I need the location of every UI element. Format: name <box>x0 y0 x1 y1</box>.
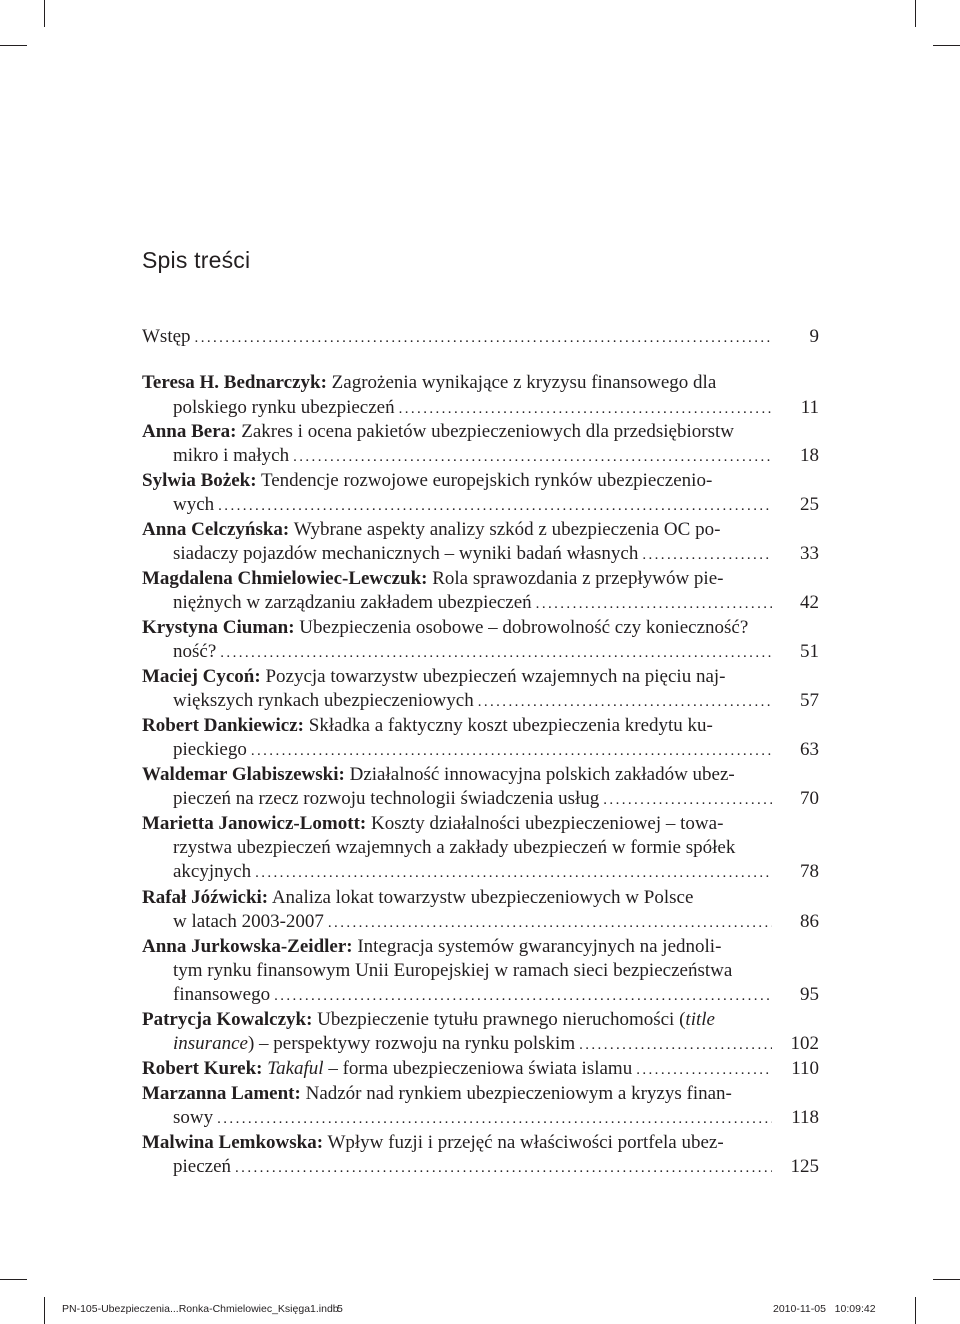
toc-entry-cont <box>173 787 772 811</box>
author-name: Rafał Jóźwicki: <box>142 887 269 908</box>
toc-title: polskiego rynku ubezpieczeń <box>173 397 395 418</box>
toc-entry[interactable] <box>142 714 772 738</box>
toc-title: Ubezpieczenie tytułu prawnego nieruchomości (title <box>317 1009 715 1030</box>
toc-entry[interactable] <box>142 763 772 787</box>
toc-title: Koszty działalności ubezpieczeniowej – towa- <box>370 813 724 834</box>
toc-entry-cont <box>173 860 772 884</box>
toc-title: Wpływ fuzji i przejęć na właściwości portfela ubez- <box>327 1132 724 1153</box>
toc-entry-cont <box>173 689 772 713</box>
toc-title: Wybrane aspekty analizy szkód z ubezpieczenia OC po- <box>293 519 721 540</box>
toc-entry-cont <box>173 836 772 860</box>
crop-mark <box>915 0 916 27</box>
page-number: 51 <box>800 641 819 662</box>
page-number: 42 <box>800 592 819 613</box>
toc-entry-cont <box>173 396 772 420</box>
crop-mark <box>933 1279 960 1280</box>
toc-title: Nadzór nad rynkiem ubezpieczeniowym a kryzys finan- <box>305 1083 732 1104</box>
toc-entry-cont <box>173 738 772 762</box>
toc-title: Składka a faktyczny koszt ubezpieczenia kredytu ku- <box>308 715 713 736</box>
toc-title: większych rynkach ubezpieczeniowych <box>173 690 474 711</box>
toc-entry[interactable] <box>142 1008 772 1032</box>
toc-title: pieczeń na rzecz rozwoju technologii świadczenia usług <box>173 788 600 809</box>
author-name: Teresa H. Bednarczyk: <box>142 372 327 393</box>
toc-title: pieczeń <box>173 1156 232 1177</box>
dot-leader <box>536 592 772 615</box>
author-name: Marzanna Lament: <box>142 1083 301 1104</box>
toc-entry-cont <box>173 1032 772 1056</box>
toc-entry[interactable] <box>142 371 772 395</box>
toc-entry-intro[interactable] <box>142 325 772 349</box>
author-name: Marietta Janowicz-Lomott: <box>142 813 367 834</box>
toc-title: wych <box>173 494 215 515</box>
page-title: Spis treści <box>142 247 251 273</box>
dot-leader <box>220 641 772 664</box>
crop-mark <box>0 45 27 46</box>
dot-leader <box>235 1156 772 1179</box>
crop-mark <box>0 1279 27 1280</box>
toc-title: niężnych w zarządzaniu zakładem ubezpieczeń <box>173 592 532 613</box>
toc-title: w latach 2003-2007 <box>173 911 324 932</box>
toc-entry[interactable] <box>142 665 772 689</box>
page-number: 33 <box>800 543 819 564</box>
author-name: Malwina Lemkowska: <box>142 1132 324 1153</box>
toc-title: Zakres i ocena pakietów ubezpieczeniowych dla przedsiębiorstw <box>241 421 734 442</box>
toc-entry[interactable] <box>142 1131 772 1155</box>
page-number: 9 <box>809 326 819 347</box>
page-number: 70 <box>800 788 819 809</box>
author-name: Krystyna Ciuman: <box>142 617 295 638</box>
dot-leader <box>218 494 772 517</box>
toc-entry-cont <box>173 910 772 934</box>
toc-entry[interactable] <box>142 1082 772 1106</box>
page-number: 86 <box>800 911 819 932</box>
crop-mark <box>44 0 45 27</box>
toc-entry[interactable] <box>142 420 772 444</box>
crop-mark <box>44 1297 45 1324</box>
page-number: 78 <box>800 861 819 882</box>
toc-title: Pozycja towarzystw ubezpieczeń wzajemnych na pięciu naj- <box>265 666 726 687</box>
toc-title: ność? <box>173 641 217 662</box>
toc-entry-cont <box>173 542 772 566</box>
toc-entry[interactable] <box>142 616 772 640</box>
author-name: Robert Dankiewicz: <box>142 715 304 736</box>
crop-mark <box>915 1297 916 1324</box>
toc-title: Działalność innowacyjna polskich zakładów ubez- <box>349 764 735 785</box>
page-number: 118 <box>791 1107 819 1128</box>
footer-timestamp: 2010-11-05 10:09:42 <box>773 1303 876 1315</box>
author-name: Magdalena Chmielowiec-Lewczuk: <box>142 568 428 589</box>
page-number: 102 <box>790 1033 819 1054</box>
dot-leader <box>195 326 772 349</box>
author-name: Anna Celczyńska: <box>142 519 290 540</box>
author-name: Sylwia Bożek: <box>142 470 257 491</box>
dot-leader <box>478 690 772 713</box>
page-number: 95 <box>800 984 819 1005</box>
toc-entry-cont <box>173 983 772 1007</box>
toc-title: Analiza lokat towarzystw ubezpieczeniowych w Polsce <box>271 887 694 908</box>
toc-title: pieckiego <box>173 739 247 760</box>
author-name: Robert Kurek: <box>142 1058 263 1079</box>
toc-entry-cont <box>173 493 772 517</box>
toc-entry[interactable] <box>142 812 772 836</box>
crop-mark <box>933 45 960 46</box>
dot-leader <box>217 1107 772 1130</box>
toc-entry-cont <box>173 444 772 468</box>
toc-title: Zagrożenia wynikające z kryzysu finansowego dla <box>331 372 717 393</box>
dot-leader <box>274 984 772 1007</box>
toc-entry[interactable] <box>142 469 772 493</box>
toc-entry-cont <box>173 1155 772 1179</box>
author-name: Anna Bera: <box>142 421 237 442</box>
toc-entry-cont <box>173 959 772 983</box>
toc-entry[interactable] <box>142 567 772 591</box>
dot-leader <box>399 397 772 420</box>
toc-title: sowy <box>173 1107 214 1128</box>
author-name: Patrycja Kowalczyk: <box>142 1009 313 1030</box>
toc-entry[interactable] <box>142 886 772 910</box>
footer-sheet-number: 5 <box>337 1303 343 1315</box>
dot-leader <box>293 445 772 468</box>
toc-title: siadaczy pojazdów mechanicznych – wyniki badań własnych <box>173 543 639 564</box>
toc-title: tym rynku finansowym Unii Europejskiej w ramach sieci bezpieczeństwa <box>173 960 733 981</box>
toc-title: mikro i małych <box>173 445 290 466</box>
toc-title: akcyjnych <box>173 861 252 882</box>
toc-entry-cont <box>173 591 772 615</box>
page-number: 63 <box>800 739 819 760</box>
dot-leader <box>328 911 772 934</box>
toc-title: rzystwa ubezpieczeń wzajemnych a zakłady ubezpieczeń w formie spółek <box>173 837 736 858</box>
dot-leader <box>251 739 772 762</box>
toc-title: Integracja systemów gwarancyjnych na jednoli- <box>357 936 722 957</box>
toc-entry[interactable] <box>142 518 772 542</box>
toc-title: Takaful – forma ubezpieczeniowa świata islamu <box>267 1058 633 1079</box>
toc-title: Ubezpieczenia osobowe – dobrowolność czy konieczność? <box>299 617 749 638</box>
author-name: Maciej Cycoń: <box>142 666 261 687</box>
dot-leader <box>636 1058 772 1081</box>
toc-title: Tendencje rozwojowe europejskich rynków ubezpieczenio- <box>260 470 713 491</box>
toc-entry[interactable] <box>142 935 772 959</box>
toc-entry[interactable] <box>142 1057 772 1081</box>
toc-title: insurance) – perspektywy rozwoju na rynku polskim <box>173 1033 576 1054</box>
dot-leader <box>642 543 772 566</box>
dot-leader <box>579 1033 772 1056</box>
dot-leader <box>603 788 772 811</box>
page-number: 110 <box>791 1058 819 1079</box>
toc-title: Wstęp <box>142 326 191 347</box>
page-number: 18 <box>800 445 819 466</box>
author-name: Waldemar Glabiszewski: <box>142 764 345 785</box>
toc-title: finansowego <box>173 984 271 1005</box>
toc-entry-cont <box>173 1106 772 1130</box>
page-number: 25 <box>800 494 819 515</box>
page-number: 125 <box>790 1156 819 1177</box>
toc-entry-cont <box>173 640 772 664</box>
page-number: 57 <box>800 690 819 711</box>
toc-title: Rola sprawozdania z przepływów pie- <box>432 568 724 589</box>
dot-leader <box>255 861 772 884</box>
footer-filename: PN-105-Ubezpieczenia...Ronka-Chmielowiec_Księga1.indb <box>62 1303 339 1315</box>
page-number: 11 <box>800 397 819 418</box>
author-name: Anna Jurkowska-Zeidler: <box>142 936 353 957</box>
